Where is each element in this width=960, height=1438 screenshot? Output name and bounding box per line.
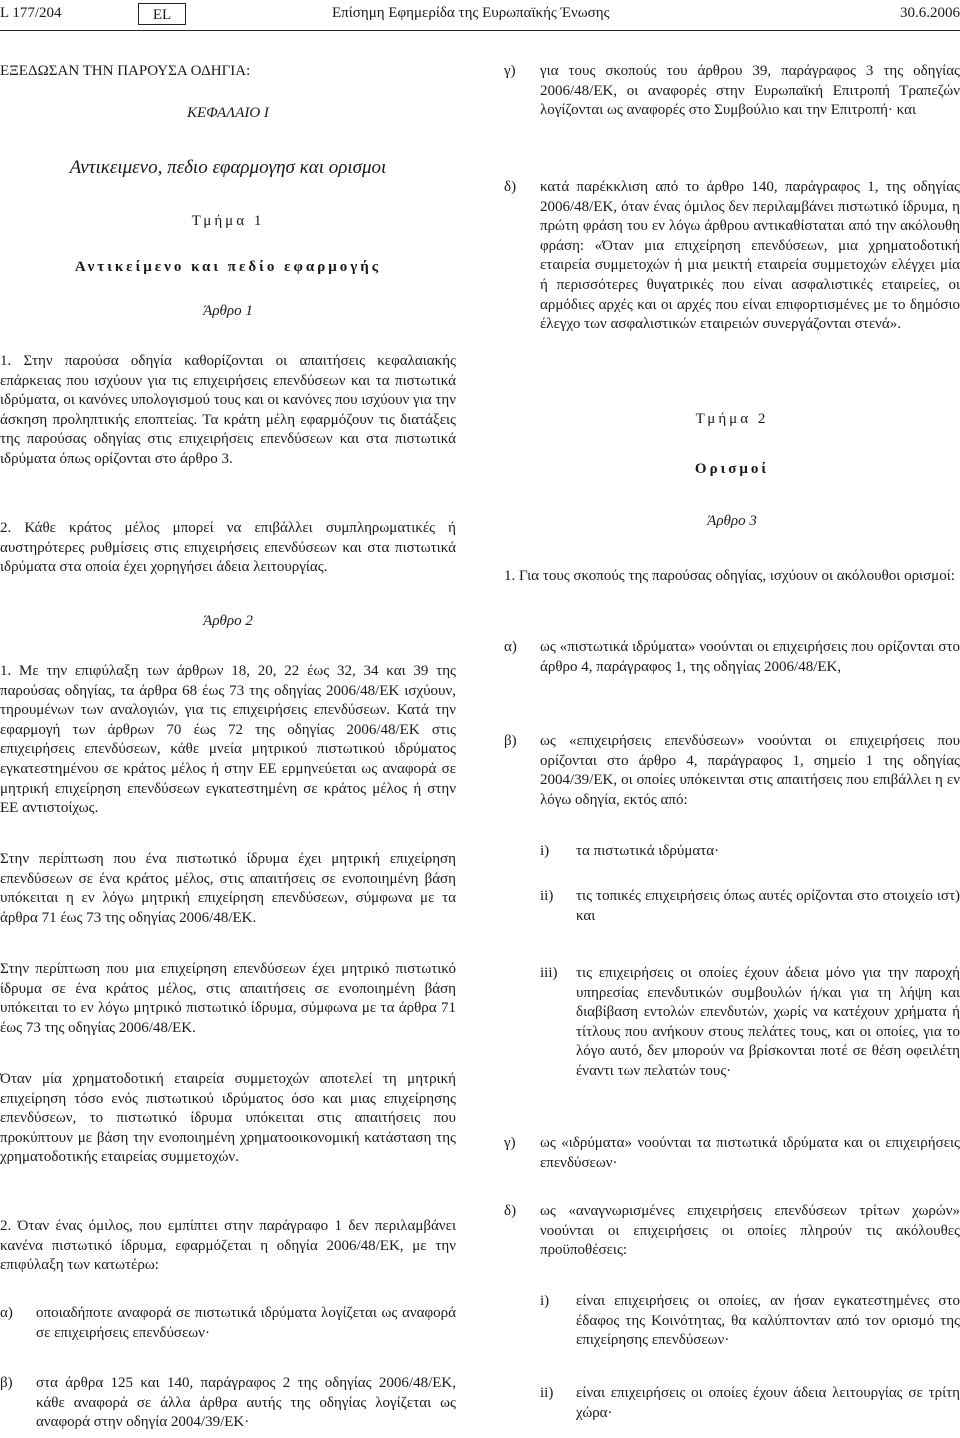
- sub-item-label: i): [540, 1293, 550, 1309]
- article-1-heading: Άρθρο 1: [203, 303, 253, 319]
- adoption-formula: ΕΞΕΔΩΣΑΝ ΤΗΝ ΠΑΡΟΥΣΑ ΟΔΗΓΙΑ:: [0, 63, 251, 79]
- article-1-paragraph-2: 2. Κάθε κράτος μέλος μπορεί να επιβάλλει συμπληρωματικές ή αυστηρότερες ρυθμίσεις στις επιχειρήσεις επενδύσεων και στα πιστωτικά ιδρύματα στα οποία έχει χορηγήσει άδεια λειτουργίας.: [0, 520, 456, 576]
- issue-date: 30.6.2006: [900, 5, 960, 21]
- list-item-text: οποιαδήποτε αναφορά σε πιστωτικά ιδρύματα λογίζεται ως αναφορά σε επιχειρήσεις επενδύσεων·: [36, 1305, 456, 1341]
- article-1-paragraph-1: 1. Στην παρούσα οδηγία καθορίζονται οι απαιτήσεις κεφαλαιακής επάρκειας που ισχύουν για τις επιχειρήσεις επενδύσεων και τα πιστωτικά ιδρύματα, οι κανόνες υπολογισμού τους και οι κανόνες που ισχύουν για την άσκηση προληπτικής εποπτείας. Τα κράτη μέλη εφαρμόζουν τις διατάξεις της παρούσας οδηγίας στις επιχειρήσεις επενδύσεων και στα πιστωτικά ιδρύματα όπως ορίζονται στο άρθρο 3.: [0, 353, 456, 467]
- article-3-paragraph-1: 1. Για τους σκοπούς της παρούσας οδηγίας, ισχύουν οι ακόλουθοι ορισμοί:: [504, 568, 955, 584]
- list-item-label: α): [0, 1305, 13, 1321]
- language-badge: EL: [138, 3, 186, 25]
- sub-item: [540, 887, 960, 926]
- list-item: [504, 62, 960, 121]
- section-1-heading: Τμήμα 1: [191, 213, 265, 229]
- list-item-label: δ): [504, 1203, 517, 1219]
- list-item-label: δ): [504, 179, 517, 195]
- list-item-text: ως «αναγνωρισμένες επιχειρήσεις επενδύσεων τρίτων χωρών» νοούνται οι επιχειρήσεις οι οποίες πληρούν τις ακόλουθες προϋποθέσεις:: [540, 1203, 960, 1259]
- list-item: [0, 1374, 456, 1433]
- list-item-text: κατά παρέκκλιση από το άρθρο 140, παράγραφος 1, της οδηγίας 2006/48/ΕΚ, όταν ένας όμιλος δεν περιλαμβάνει πιστωτικό ίδρυμα, η πρώτη φράση του εν λόγω άρθρου αντικαθίσταται από την ακόλουθη φράση: «Όταν μια επιχείρηση επενδύσεων, μια χρηματοδοτική εταιρεία συμμετοχών ή μια μεικτή εταιρεία συμμετοχών ελέγχει μία ή περισσότερες θυγατρικές που είναι ασφαλιστικές εταιρείες, οι αρμόδιες αρχές και οι αρχές που είναι επιφορτισμένες με το δημόσιο έλεγχο των ασφαλιστικών εταιρειών συνεργάζονται στενά».: [540, 179, 960, 333]
- list-item-label: α): [504, 639, 517, 655]
- sub-item-text: είναι επιχειρήσεις οι οποίες, αν ήσαν εγκατεστημένες στο έδαφος της Κοινότητας, θα καλύπτονταν από τον ορισμό της επιχείρησης επενδύσεων·: [576, 1293, 960, 1349]
- section-2-title: Ορισμοί: [694, 461, 770, 477]
- sub-item-label: i): [540, 843, 550, 859]
- sub-item: [540, 964, 960, 1082]
- list-item: [0, 1304, 456, 1343]
- list-item-label: γ): [504, 1135, 516, 1151]
- list-item-text: ως «επιχειρήσεις επενδύσεων» νοούνται οι επιχειρήσεις που ορίζονται στο άρθρο 4, παράγραφος 1, σημείο 1 της οδηγίας 2004/39/ΕΚ, οι οποίες υπόκεινται στις απαιτήσεις που επιβάλλει η εν λόγω οδηγία, εκτός από:: [540, 733, 960, 808]
- list-item-text: ως «πιστωτικά ιδρύματα» νοούνται οι επιχειρήσεις που ορίζονται στο άρθρο 4, παράγραφος 1, της οδηγίας 2006/48/ΕΚ,: [540, 639, 960, 675]
- list-item-text: για τους σκοπούς του άρθρου 39, παράγραφος 3 της οδηγίας 2006/48/ΕΚ, οι αναφορές στην Ευρωπαϊκή Επιτροπή Τραπεζών λογίζονται ως αναφορές στο Συμβούλιο και την Επιτροπή· και: [540, 63, 960, 119]
- list-item-label: β): [0, 1375, 13, 1391]
- list-item-label: β): [504, 733, 517, 749]
- sub-item-label: iii): [540, 965, 558, 981]
- article-2-heading: Άρθρο 2: [203, 613, 253, 629]
- list-item: [504, 178, 960, 335]
- article-3-heading: Άρθρο 3: [707, 513, 757, 529]
- article-2-paragraph-1: 1. Με την επιφύλαξη των άρθρων 18, 20, 22 έως 32, 34 και 39 της παρούσας οδηγίας, τα άρθρα 68 έως 73 της οδηγίας 2006/48/ΕΚ ισχύουν, τηρουμένων των αναλογιών, για τις επιχειρήσεις επενδύσεων. Κατά την εφαρμογή των άρθρων 70 έως 72 της οδηγίας 2006/48/ΕΚ στις επιχειρήσεις επενδύσεων, κάθε μνεία μητρικού πιστωτικού ιδρύματος εγκατεστημένου σε κράτος μέλος ή στην ΕΕ ερμηνεύεται ως αναφορά σε μητρική επιχείρηση επενδύσεων εγκατεστημένη σε κράτος μέλος ή στην ΕΕ αντιστοίχως.: [0, 663, 456, 817]
- sub-item: [540, 1384, 960, 1423]
- list-item-text: ως «ιδρύματα» νοούνται τα πιστωτικά ιδρύματα και οι επιχειρήσεις επενδύσεων·: [540, 1135, 960, 1171]
- list-item-text: στα άρθρα 125 και 140, παράγραφος 2 της οδηγίας 2006/48/ΕΚ, κάθε αναφορά σε άλλα άρθρα αυτής της οδηγίας λογίζεται ως αναφορά στην οδηγία 2004/39/ΕΚ·: [36, 1375, 456, 1431]
- list-item: [504, 638, 960, 677]
- list-item: [504, 1134, 960, 1173]
- journal-header: [0, 0, 960, 31]
- sub-item: [540, 1292, 960, 1351]
- journal-title: Επίσημη Εφημερίδα της Ευρωπαϊκής Ένωσης: [332, 5, 610, 21]
- sub-item-label: ii): [540, 1385, 554, 1401]
- article-2-paragraph-3: Στην περίπτωση που μια επιχείρηση επενδύσεων έχει μητρικό πιστωτικό ίδρυμα σε ένα κράτος μέλος, στις απαιτήσεις σε ενοποιημένη βάση υπόκειται το εν λόγω μητρικό πιστωτικό ίδρυμα, σύμφωνα με τα άρθρα 71 έως 73 της οδηγίας 2006/48/ΕΚ.: [0, 961, 456, 1036]
- sub-item-text: τις επιχειρήσεις οι οποίες έχουν άδεια μόνο για την παροχή υπηρεσίας επενδυτικών συμβουλών ή/και για τη λήψη και διαβίβαση εντολών επενδυτών, χωρίς να κατέχουν χρήματα ή τίτλους που ανήκουν στους πελάτες τους, και οι οποίες, για το λόγο αυτό, δεν μπορούν να βρίσκονται ποτέ σε θέση οφειλέτη έναντι των πελατών τους·: [576, 965, 960, 1079]
- list-item: [504, 1202, 960, 1261]
- page-number: L 177/204: [0, 5, 62, 21]
- list-item: [504, 732, 960, 810]
- section-1-title: Αντικείμενο και πεδίο εφαρμογής: [74, 259, 382, 275]
- sub-item-text: τα πιστωτικά ιδρύματα·: [576, 843, 720, 859]
- section-2-heading: Τμήμα 2: [695, 411, 769, 427]
- sub-item-text: τις τοπικές επιχειρήσεις όπως αυτές ορίζονται στο στοιχείο ιστ) και: [576, 888, 960, 924]
- article-2-paragraph-2: Στην περίπτωση που ένα πιστωτικό ίδρυμα έχει μητρική επιχείρηση επενδύσεων σε ένα κράτος μέλος, στις απαιτήσεις σε ενοποιημένη βάση υπόκειται η εν λόγω μητρική επιχείρηση επενδύσεων, σύμφωνα με τα άρθρα 71 έως 73 της οδηγίας 2006/48/ΕΚ.: [0, 851, 456, 926]
- chapter-heading: ΚΕΦΑΛΑΙΟ I: [187, 105, 269, 121]
- article-2-paragraph-5: 2. Όταν ένας όμιλος, που εμπίπτει στην παράγραφο 1 δεν περιλαμβάνει κανένα πιστωτικό ίδρυμα, εφαρμόζεται η οδηγία 2006/48/ΕΚ, με την επιφύλαξη των κατωτέρω:: [0, 1218, 456, 1274]
- sub-item: [540, 842, 960, 862]
- sub-item-text: είναι επιχειρήσεις οι οποίες έχουν άδεια λειτουργίας σε τρίτη χώρα·: [576, 1385, 960, 1421]
- list-item-label: γ): [504, 63, 516, 79]
- sub-item-label: ii): [540, 888, 554, 904]
- article-2-paragraph-4: Όταν μία χρηματοδοτική εταιρεία συμμετοχών αποτελεί τη μητρική επιχείρηση τόσο ενός πιστωτικού ιδρύματος όσο και μιας επιχείρησης επενδύσεων, το πιστωτικό ίδρυμα υπόκειται στις απαιτήσεις που προκύπτουν με βάση την ενοποιημένη χρηματοοικονομική κατάσταση της χρηματοδοτικής εταιρείας συμμετοχών.: [0, 1071, 456, 1166]
- chapter-title: Αντικειμενο, πεδιο εφαρμογησ και ορισμοι: [69, 157, 387, 178]
